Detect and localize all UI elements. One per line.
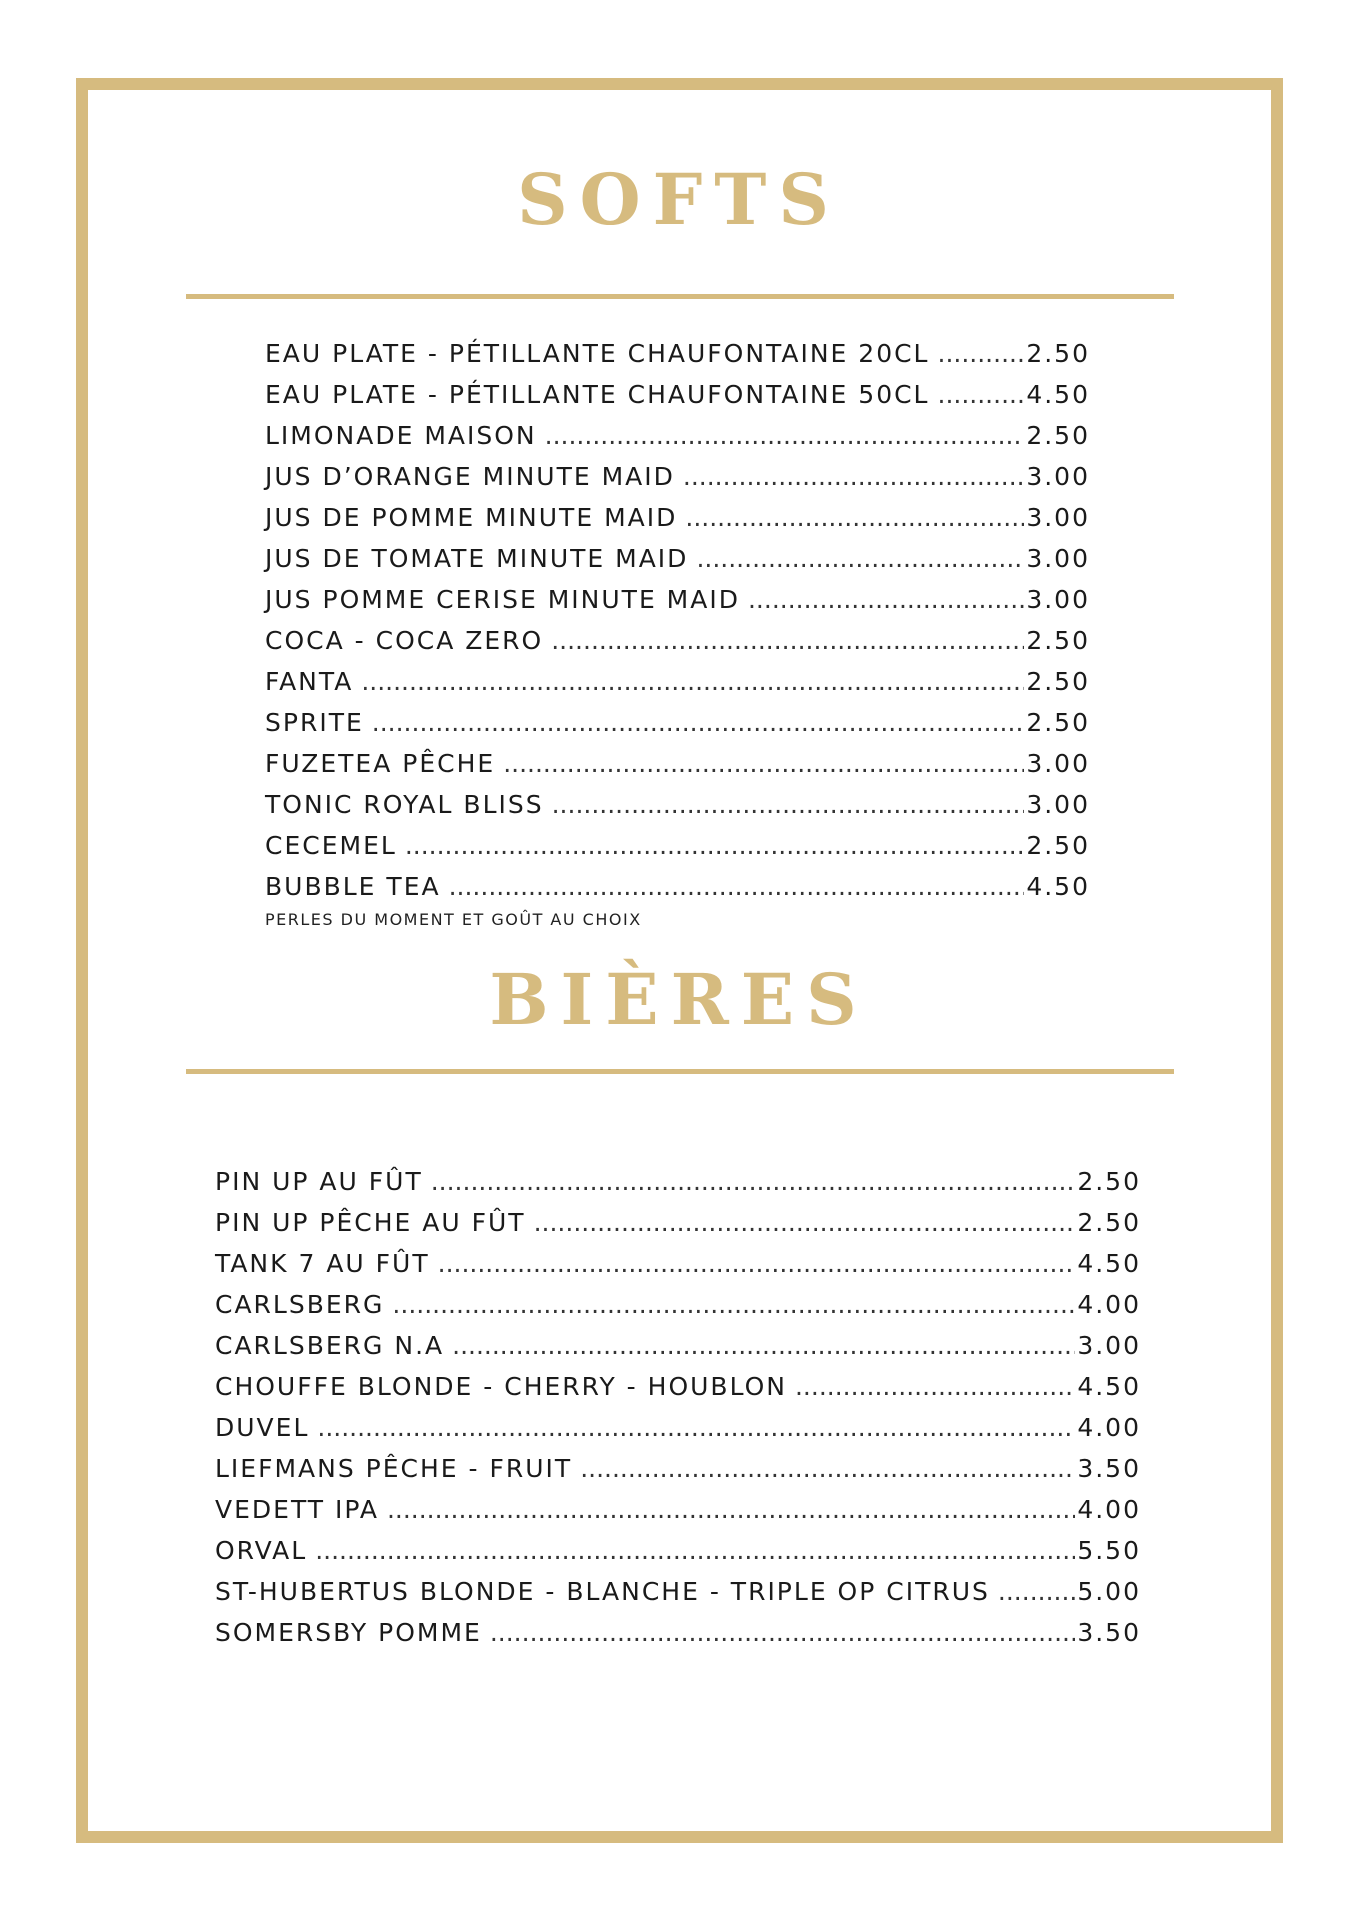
menu-item [265, 415, 1090, 456]
menu-item-price: 3.50 [1077, 1618, 1141, 1647]
menu-item [265, 333, 1090, 374]
dot-leader [315, 1530, 1075, 1571]
menu-item-name: CHOUFFE BLONDE - CHERRY - HOUBLON [215, 1372, 787, 1401]
menu-item [215, 1325, 1141, 1366]
menu-item [215, 1202, 1141, 1243]
menu-item-name: JUS D’ORANGE MINUTE MAID [265, 462, 675, 491]
menu-item-price: 4.00 [1077, 1290, 1141, 1319]
menu-item [215, 1284, 1141, 1325]
menu-item-name: ORVAL [215, 1536, 308, 1565]
menu-item-name: PIN UP AU FÛT [215, 1167, 423, 1196]
menu-item-name: JUS DE POMME MINUTE MAID [265, 503, 678, 532]
menu-item-name: COCA - COCA ZERO [265, 626, 544, 655]
menu-item [215, 1448, 1141, 1489]
menu-item-price: 3.00 [1026, 749, 1090, 778]
menu-item-price: 4.00 [1077, 1495, 1141, 1524]
dot-leader [580, 1448, 1075, 1489]
menu-item [265, 702, 1090, 743]
menu-item-name: PIN UP PÊCHE AU FÛT [215, 1208, 526, 1237]
menu-item-price: 2.50 [1026, 708, 1090, 737]
softs-divider [186, 294, 1174, 299]
dot-leader [452, 1325, 1075, 1366]
menu-item-price: 2.50 [1026, 339, 1090, 368]
menu-item-price: 3.00 [1026, 585, 1090, 614]
dot-leader [998, 1571, 1075, 1612]
menu-item-name: LIEFMANS PÊCHE - FRUIT [215, 1454, 573, 1483]
menu-item-price: 2.50 [1026, 626, 1090, 655]
menu-item-price: 4.50 [1026, 380, 1090, 409]
dot-leader [392, 1284, 1075, 1325]
menu-item-name: FUZETEA PÊCHE [265, 749, 496, 778]
menu-item [215, 1530, 1141, 1571]
dot-leader [317, 1407, 1075, 1448]
menu-item [215, 1161, 1141, 1202]
dot-leader [938, 333, 1025, 374]
menu-item [215, 1243, 1141, 1284]
bieres-divider [186, 1069, 1174, 1074]
dot-leader [685, 497, 1024, 538]
menu-item-name: SOMERSBY POMME [215, 1618, 482, 1647]
dot-leader [361, 661, 1024, 702]
menu-item [215, 1366, 1141, 1407]
menu-item-name: FANTA [265, 667, 354, 696]
softs-menu-list [265, 333, 1090, 931]
dot-leader [387, 1489, 1075, 1530]
dot-leader [534, 1202, 1076, 1243]
dot-leader [545, 415, 1025, 456]
menu-item [215, 1612, 1141, 1653]
menu-item-price: 2.50 [1026, 421, 1090, 450]
dot-leader [795, 1366, 1075, 1407]
menu-item-name: SPRITE [265, 708, 364, 737]
dot-leader [552, 784, 1025, 825]
menu-item-name: DUVEL [215, 1413, 310, 1442]
menu-item [265, 579, 1090, 620]
menu-item-price: 5.50 [1077, 1536, 1141, 1565]
dot-leader [449, 866, 1025, 907]
menu-item [265, 538, 1090, 579]
menu-item-name: JUS POMME CERISE MINUTE MAID [265, 585, 740, 614]
menu-item-price: 2.50 [1026, 667, 1090, 696]
dot-leader [405, 825, 1025, 866]
menu-item-name: TONIC ROYAL BLISS [265, 790, 544, 819]
menu-item-name: LIMONADE MAISON [265, 421, 537, 450]
menu-item [215, 1407, 1141, 1448]
menu-item [265, 825, 1090, 866]
menu-item-name: TANK 7 AU FÛT [215, 1249, 430, 1278]
menu-item-price: 4.50 [1077, 1372, 1141, 1401]
menu-item-price: 3.00 [1026, 790, 1090, 819]
menu-item-name: BUBBLE TEA [265, 872, 441, 901]
dot-leader [490, 1612, 1075, 1653]
bieres-menu-list [215, 1161, 1141, 1653]
dot-leader [503, 743, 1024, 784]
menu-item-note: PERLES DU MOMENT ET GOÛT AU CHOIX [265, 910, 642, 929]
menu-item-name: CECEMEL [265, 831, 397, 860]
menu-item-price: 4.00 [1077, 1413, 1141, 1442]
menu-item [265, 784, 1090, 825]
dot-leader [551, 620, 1024, 661]
menu-item [265, 374, 1090, 415]
menu-item [265, 497, 1090, 538]
dot-leader [683, 456, 1024, 497]
menu-item-name: EAU PLATE - PÉTILLANTE CHAUFONTAINE 20CL [265, 339, 930, 368]
dot-leader [431, 1161, 1076, 1202]
menu-item-price: 3.00 [1026, 462, 1090, 491]
menu-item [265, 866, 1090, 907]
dot-leader [748, 579, 1024, 620]
menu-item-name: CARLSBERG N.A [215, 1331, 445, 1360]
menu-item-name: VEDETT IPA [215, 1495, 379, 1524]
menu-item-name: JUS DE TOMATE MINUTE MAID [265, 544, 689, 573]
menu-item-price: 2.50 [1077, 1167, 1141, 1196]
menu-item-price: 3.00 [1026, 544, 1090, 573]
menu-item-price: 3.00 [1026, 503, 1090, 532]
menu-item-price: 2.50 [1026, 831, 1090, 860]
menu-item [215, 1489, 1141, 1530]
menu-item [215, 1571, 1141, 1612]
menu-item [265, 456, 1090, 497]
menu-item-name: EAU PLATE - PÉTILLANTE CHAUFONTAINE 50CL [265, 380, 930, 409]
menu-item-price: 2.50 [1077, 1208, 1141, 1237]
dot-leader [438, 1243, 1076, 1284]
menu-item [265, 661, 1090, 702]
dot-leader [696, 538, 1024, 579]
dot-leader [372, 702, 1025, 743]
menu-item-price: 4.50 [1026, 872, 1090, 901]
menu-item-name: CARLSBERG [215, 1290, 385, 1319]
menu-item-price: 4.50 [1077, 1249, 1141, 1278]
menu-item [265, 620, 1090, 661]
menu-item-price: 3.00 [1077, 1331, 1141, 1360]
menu-item [265, 743, 1090, 784]
menu-item-price: 5.00 [1077, 1577, 1141, 1606]
menu-item-name: ST-HUBERTUS BLONDE - BLANCHE - TRIPLE OP CITRUS [215, 1577, 990, 1606]
softs-section-title: SOFTS [517, 158, 841, 241]
menu-item-price: 3.50 [1077, 1454, 1141, 1483]
bieres-section-title: BIÈRES [489, 958, 869, 1041]
dot-leader [938, 374, 1025, 415]
